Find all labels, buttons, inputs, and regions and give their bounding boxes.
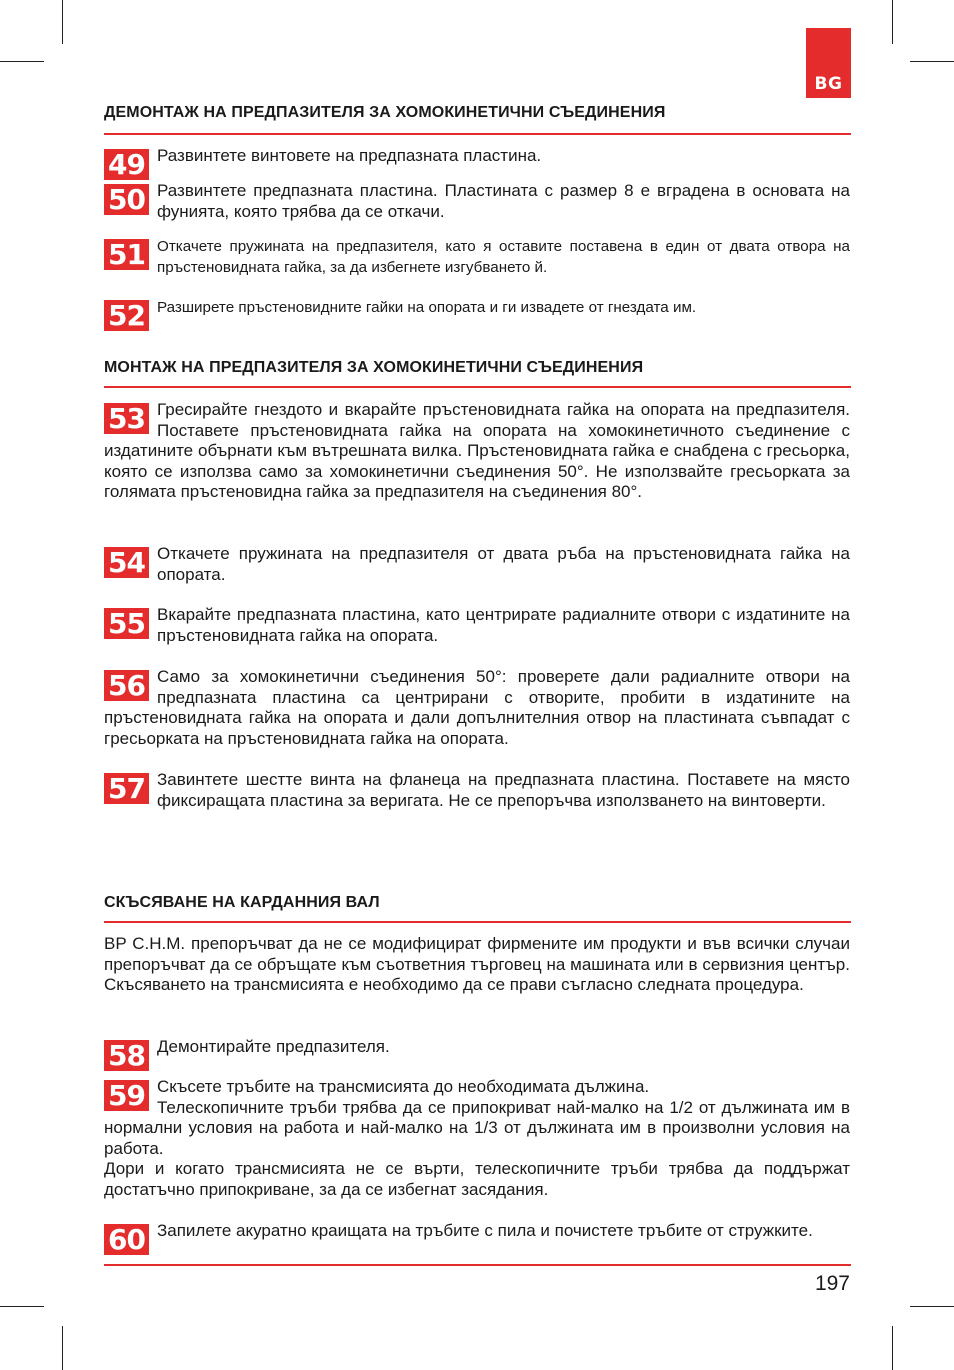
step-49: [104, 146, 850, 180]
step-text: Вкарайте предпазната пластина, като центрирате радиалните отвори с издатините на пръстеновидната гайка на опората.: [157, 605, 850, 645]
section-title-dismantling: ДЕМОНТАЖ НА ПРЕДПАЗИТЕЛЯ ЗА ХОМОКИНЕТИЧНИ СЪЕДИНЕНИЯ: [104, 104, 666, 121]
step-number-badge: 58: [104, 1040, 149, 1071]
step-51: [104, 236, 850, 278]
section-title-shortening: СКЪСЯВАНЕ НА КАРДАННИЯ ВАЛ: [104, 894, 380, 911]
page-number: 197: [814, 1272, 850, 1295]
step-55: [104, 605, 850, 646]
step-number-badge: 55: [104, 608, 149, 639]
crop-mark: [910, 1306, 954, 1307]
step-text: Откачете пружината на предпазителя, като я оставите поставена в един от двата отвора на пръстеновидната гайка, за да избегнете изгубването й.: [157, 238, 850, 276]
crop-mark: [62, 0, 63, 44]
crop-mark: [0, 61, 44, 62]
section-rule: [104, 921, 851, 923]
language-tab: [806, 28, 851, 98]
step-number-badge: 49: [104, 149, 149, 180]
step-text: Разширете пръстеновидните гайки на опората и ги извадете от гнездата им.: [157, 299, 697, 316]
step-59: [104, 1077, 850, 1201]
step-58: [104, 1037, 850, 1071]
step-number-badge: 54: [104, 547, 149, 578]
crop-mark: [892, 1326, 893, 1370]
footer-rule: [104, 1264, 851, 1266]
step-number-badge: 60: [104, 1224, 149, 1255]
intro-paragraph: BP С.Н.М. препоръчват да не се модифицират фирмените им продукти и във всички случаи препоръчват да се обръщате към съответния търговец на машината или в сервизния център. Скъсяването на трансмисията е необходимо да се прави съгласно следната процедура.: [104, 934, 850, 995]
step-text-continuation: Дори и когато трансмисията не се върти, телескопичните тръби трябва да поддържат достатъчно припокриване, за да се избегнат засядания.: [104, 1159, 850, 1199]
step-text: Откачете пружината на предпазителя от двата ръба на пръстеновидната гайка на опората.: [157, 544, 850, 584]
step-text: Завинтете шестте винта на фланеца на предпазната пластина. Поставете на място фиксиращата пластина за веригата. Не се препоръчва използването на винтоверти.: [157, 770, 850, 810]
step-number-badge: 56: [104, 670, 149, 701]
crop-mark: [892, 0, 893, 44]
step-text-continuation: Телескопичните тръби трябва да се припокриват най-малко на 1/2 от дължината им в нормални условия на работа и най-малко на 1/3 от дължината им в произволни условия на работа.: [104, 1097, 850, 1158]
crop-mark: [62, 1326, 63, 1370]
step-53: [104, 400, 850, 503]
language-code: BG: [814, 74, 843, 94]
section-rule: [104, 133, 851, 135]
step-57: [104, 770, 850, 811]
step-text: Само за хомокинетични съединения 50°: проверете дали радиалните отвори на предпазната пластина са центрирани с отворите, пробити в издатините на пръстеновидната гайка на опората и дали допълнителния отвор на пластината съвпадат с гресьорката на пръстеновидната гайка на опората.: [104, 667, 850, 748]
step-54: [104, 544, 850, 585]
step-text: Запилете акуратно краищата на тръбите с пила и почистете тръбите от стружките.: [157, 1221, 813, 1240]
step-number-badge: 50: [104, 184, 149, 215]
step-text: Развинтете предпазната пластина. Пластината с размер 8 е вградена в основата на фунията, която трябва да се откачи.: [157, 181, 850, 221]
step-60: [104, 1221, 850, 1255]
step-number-badge: 51: [104, 239, 149, 270]
section-title-assembly: МОНТАЖ НА ПРЕДПАЗИТЕЛЯ ЗА ХОМОКИНЕТИЧНИ СЪЕДИНЕНИЯ: [104, 359, 644, 376]
crop-mark: [0, 1306, 44, 1307]
step-number-badge: 53: [104, 403, 149, 434]
step-number-badge: 52: [104, 300, 149, 331]
step-text: Демонтирайте предпазителя.: [157, 1037, 390, 1056]
step-text: Скъсете тръбите на трансмисията до необходимата дължина.: [157, 1077, 650, 1096]
step-text: Гресирайте гнездото и вкарайте пръстеновидната гайка на опората на предпазителя. Поставете пръстеновидната гайка на опората на хомокинетичното съединение с издатините обърнати към вътрешната вилка. Пръстеновидната гайка е снабдена с гресьорка, която се използва само за хомокинетични съединения 50°. Не използвайте гресьорката за голямата пръстеновидна гайка за предпазителя на съединения 80°.: [104, 400, 850, 502]
crop-mark: [910, 61, 954, 62]
step-text: Развинтете винтовете на предпазната пластина.: [157, 146, 542, 165]
section-rule: [104, 386, 851, 388]
step-number-badge: 59: [104, 1080, 149, 1111]
step-52: [104, 297, 850, 331]
step-number-badge: 57: [104, 773, 149, 804]
step-50: [104, 181, 850, 222]
step-56: [104, 667, 850, 749]
